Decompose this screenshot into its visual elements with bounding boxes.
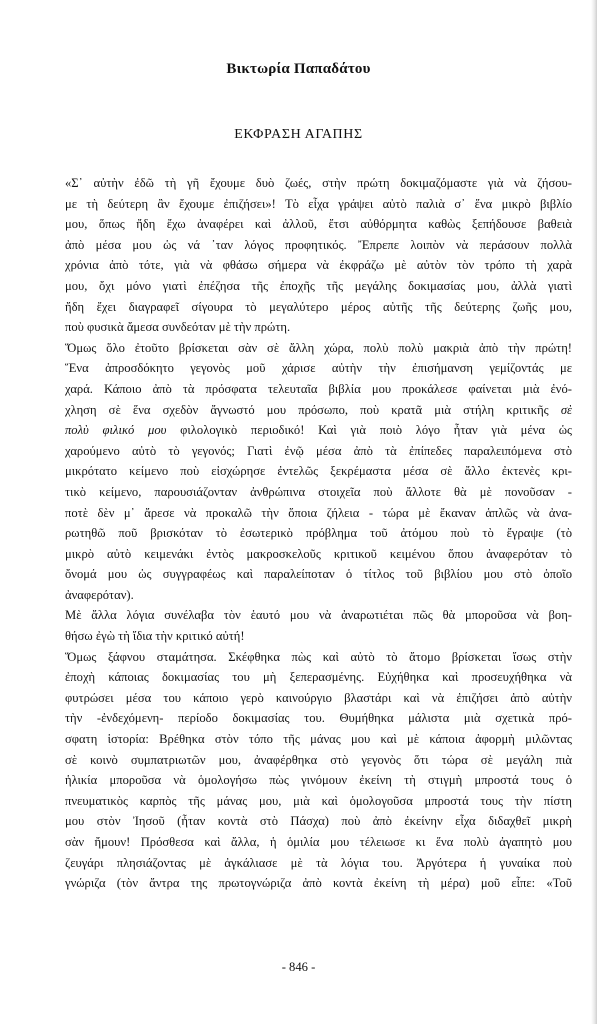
page-number: - 846 - [281,960,316,974]
text-line: μου, ὄχι μόνο γιατὶ ἐπέζησα τῆς ἐποχῆς τῆς μεγάλης δοκιμασίας μου, ἀλλὰ γιατὶ [65,278,572,293]
text-line: «Σ᾿ αὐτὴν ἐδῶ τὴ γῆ ἔχουμε δυὸ ζωές, στὴν πρώτη δοκιμαζόμαστε γιὰ νὰ ζήσου- [65,176,572,190]
italic-phrase: πολὺ φιλικό μου [65,423,167,438]
text-line: ποτὲ δὲν μ᾿ ἄρεσε νὰ προκαλῶ τὴν ὅποια ζήλεια - τώρα μὲ ἔκαναν ἁπλῶς νὰ ἀνα- [65,505,572,520]
text-line: χαρά. Κάποιο ἀπὸ τὰ πρόσφατα τελευταῖα βιβλία μου προκάλεσε φαίνεται μιὰ ἐνό- [65,381,572,396]
text-line: Μὲ ἄλλα λόγια συνέλαβα τὸν ἑαυτό μου νὰ ἀναρωτιέται πῶς θὰ μποροῦσα νὰ βοη- [65,608,572,623]
text-line: Ὅμως ξάφνου σταμάτησα. Σκέφθηκα πὼς καὶ αὐτὸ τὸ ἄτομο βρίσκεται ἴσως στὴν [65,649,572,664]
text-line: πνευματικὸς καρπὸς τῆς μάνας μου, μιὰ καὶ ὁμολογοῦσα μπροστά τους τὴν πίστη [65,793,572,808]
text-line: ἀναφερόταν). [65,587,134,602]
text-line: σὰν ἤμουν! Πρόσθεσα καὶ ἄλλα, ἡ ὁμιλία μου τέλειωσε κι ἕνα πολὺ ἀγαπητὸ μου [65,835,572,849]
text-line: χληση σὲ ἕνα σχεδὸν ἄγνωστό μου πρόσωπο, ποὺ κρατᾶ μιὰ στήλη κριτικῆς σὲ [65,402,572,417]
paragraph [65,173,572,338]
article-title: ΕΚΦΡΑΣΗ ΑΓΑΠΗΣ [234,127,363,142]
text-line: χαρούμενο αὐτὸ τὸ γεγονός; Γιατὶ ἐνῷ μέσα ἀπὸ τὰ ἐπίπεδες παραλειπόμενα στὸ [65,443,572,458]
text-line: ὄνομά μου ὡς συγγραφέως καὶ παραλείποταν ὁ τίτλος τοῦ βιβλίου μου στὸ ὁποῖο [65,567,572,582]
text-line: ἤδη ἔχει διαγραφεῖ σίγουρα τὸ μεγαλύτερο μέρος αὐτῆς τῆς δεύτερης ζωῆς μου, [65,299,572,314]
paragraph [65,605,572,646]
text-line: ἡλικία μποροῦσα νὰ ὁμολογήσω πὼς γινόμουν ἐκείνη τὴ στιγμὴ μπροστά τους ὁ [65,773,572,788]
text-line: πολὺ φιλικό μου φιλολογικὸ περιοδικό! Καὶ γιὰ ποιὸ λόγο ἦταν γιὰ μένα ὡς [65,423,572,438]
text-line: θήσω ἐγὼ τὴ ἴδια τὴν κριτικό αὐτή! [65,629,245,644]
text-line: ποὺ φυσικὰ ἄμεσα συνδεόταν μὲ τὴν πρώτη. [65,320,291,335]
italic-phrase: σὲ [560,402,572,417]
text-line: Ὅμως ὅλο ἐτοῦτο βρίσκεται σὰν σὲ ἄλλη χώρα, πολὺ πολὺ μακριὰ ἀπὸ τὴν πρώτη! [65,340,572,355]
text-line: ζευγάρι πλησιάζοντας μὲ ἀγκάλιασε μὲ τὰ λόγια του. Ἀργότερα ἡ γυναίκα ποὺ [65,855,572,870]
text-line: γνώριζα (τὸν ἄντρα της πρωτογνώριζα ἀπὸ κοντὰ ἐκείνη τὴ μέρα) μοῦ εἶπε: «Τοῦ [65,876,572,891]
text-line: Ἕνα ἀπροσδόκητο γεγονὸς μοῦ χάρισε αὐτὴν τὴν ἐπισήμανση γεμίζοντάς με [65,361,572,376]
text-line: ἀπὸ μέσα μου ὡς νά ᾿ταν λόγος προφητικός. Ἔπρεπε λοιπὸν νὰ περάσουν πολλὰ [65,237,572,252]
text-line: φυτρώσει μέσα του κάποιο γερὸ καινούργιο βλαστάρι καὶ νὰ ἐπιζήσει ἀπὸ αὐτὴν [65,690,572,705]
text-line: μικρὸ αὐτὸ κειμενάκι ἐντὸς μακροσκελοῦς κριτικοῦ κειμένου ὅπου ἀναφερόταν τὸ [65,546,572,561]
author-name: Βικτωρία Παπαδάτου [226,61,371,77]
paragraph [65,647,572,894]
article-body [65,173,572,894]
text-line: τικὸ κείμενο, παρουσιάζονταν ἀνθρώπινα στοιχεῖα ποὺ ἄλλοτε θὰ μὲ πονοῦσαν - [65,484,572,499]
text-line: με τὴ δεύτερη ἂν ἔχουμε ἐπιζήσει»! Τὸ εἶχα γράψει αὐτὸ παλιὰ σ᾿ ἕνα μικρὸ βιβλίο [65,196,572,211]
text-line: χρόνια ἀπὸ τότε, γιὰ νὰ φθάσω σήμερα νὰ ἐκφράζω μὲ αὐτὸν τὸν τρόπο τὴ χαρὰ [65,258,572,273]
page-edge-shadow [591,0,597,1024]
text-line: σὲ κοινὸ συμπατριωτῶν μου, ἀναφέρθηκα στὸ γεγονὸς ὅτι τώρα σὲ μεγάλη πιὰ [65,752,572,767]
text-line: μου, ὅπως ἤδη ἔχω ἀναφέρει καὶ ἀλλοῦ, ἔτσι αὐθόρμητα καθὼς ξεπήδουσε βαθειὰ [65,217,572,232]
text-line: μου στὸν Ἰησοῦ (ἦταν κοντὰ στὸ Πάσχα) ποὺ ἀπὸ ἐκείνην εἶχα διδαχθεῖ μικρὴ [65,814,572,829]
text-line: σφατη ἱστορία: Βρέθηκα στὸν τόπο τῆς μάνας μου καὶ μὲ κάποια ἀφορμὴ μιλῶντας [65,732,572,747]
text-line: ἐποχὴ κάποιας δοκιμασίας του μὴ ξεπερασμένης. Εὐχήθηκα καὶ προσευχήθηκα νὰ [65,670,572,685]
paragraph [65,338,572,606]
text-line: ρωτηθῶ ποῦ βρισκόταν τὸ ἐσωτερικὸ πρόβλημα τοῦ ἀτόμου ποὺ τὸ ἔγραψε (τὸ [65,526,572,541]
text-line: τὴν -ἐνδεχόμενη- περίοδο δοκιμασίας του. Θυμήθηκα μάλιστα μιὰ σχετικὰ πρό- [65,711,572,726]
text-line: μικρότατο κείμενο ποὺ εἰσχώρησε ἐντελῶς ξεκρέμαστα μέσα σὲ ἄλλο ἐκτενὲς κρι- [65,464,572,479]
